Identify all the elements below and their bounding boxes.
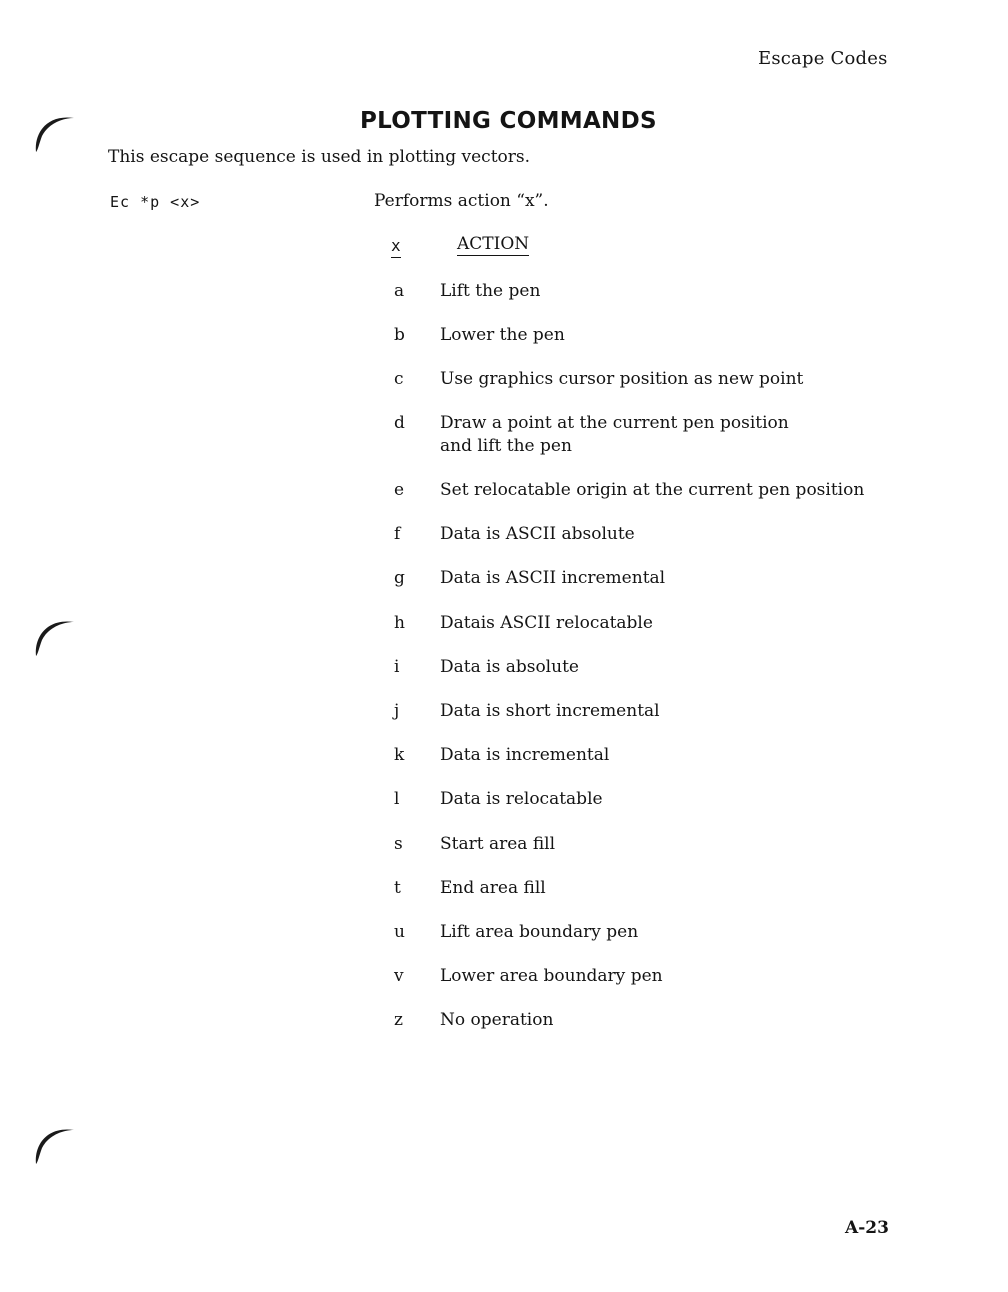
table-row (392, 877, 872, 900)
row-key: a (394, 281, 405, 301)
row-key: j (394, 701, 400, 721)
row-key: v (394, 966, 404, 986)
binder-hole-mark (28, 610, 80, 666)
section-title: PLOTTING COMMANDS (360, 108, 657, 134)
row-action: Data is short incremental (440, 701, 660, 721)
table-row (392, 412, 822, 458)
row-key: k (394, 745, 405, 765)
table-row (392, 280, 872, 303)
row-action: Lower the pen (440, 325, 565, 345)
row-key: t (394, 878, 401, 898)
column-header-action: ACTION (457, 234, 530, 254)
row-key: h (394, 613, 405, 633)
row-key: l (394, 789, 400, 809)
row-key: s (394, 834, 403, 854)
table-row (392, 1009, 872, 1032)
row-key: f (394, 524, 401, 544)
table-row (392, 965, 872, 988)
row-action: Data is ASCII incremental (440, 568, 666, 588)
row-key: c (394, 369, 404, 389)
row-action: Start area fill (440, 834, 556, 854)
table-row (392, 833, 872, 856)
binder-hole-mark (28, 106, 80, 162)
row-action: Data is absolute (440, 657, 579, 677)
row-key: b (394, 325, 405, 345)
row-action: Use graphics cursor position as new point (440, 369, 804, 389)
row-action: Datais ASCII relocatable (440, 613, 653, 633)
row-action: End area fill (440, 878, 546, 898)
table-row (392, 700, 872, 723)
table-row (392, 523, 872, 546)
intro-text: This escape sequence is used in plotting vectors. (108, 147, 531, 167)
row-action: Lift the pen (440, 281, 541, 301)
row-key: i (394, 657, 400, 677)
table-row (392, 479, 872, 502)
row-action: Set relocatable origin at the current pen position (440, 480, 865, 500)
row-action: No operation (440, 1010, 554, 1030)
row-key: z (394, 1010, 403, 1030)
row-action: Data is relocatable (440, 789, 603, 809)
escape-sequence: Ec *p <x> (110, 193, 201, 211)
row-action: Data is incremental (440, 745, 610, 765)
sequence-description: Performs action “x”. (374, 191, 549, 211)
row-key: e (394, 480, 405, 500)
table-row (392, 656, 872, 679)
running-head: Escape Codes (758, 48, 888, 69)
page-number: A-23 (845, 1218, 889, 1238)
row-action: Data is ASCII absolute (440, 524, 635, 544)
table-row (392, 368, 872, 391)
table-row (392, 921, 872, 944)
row-action: Lower area boundary pen (440, 966, 663, 986)
row-action: Lift area boundary pen (440, 922, 639, 942)
table-row (392, 788, 872, 811)
row-action: Draw a point at the current pen position and lift the pen (440, 413, 789, 456)
binder-hole-mark (28, 1118, 80, 1174)
row-key: d (394, 413, 405, 433)
column-header-x: x (391, 236, 401, 258)
row-key: g (394, 568, 405, 588)
row-key: u (394, 922, 405, 942)
table-row (392, 744, 872, 767)
table-row (392, 612, 872, 635)
table-row (392, 324, 872, 347)
table-row (392, 567, 872, 590)
